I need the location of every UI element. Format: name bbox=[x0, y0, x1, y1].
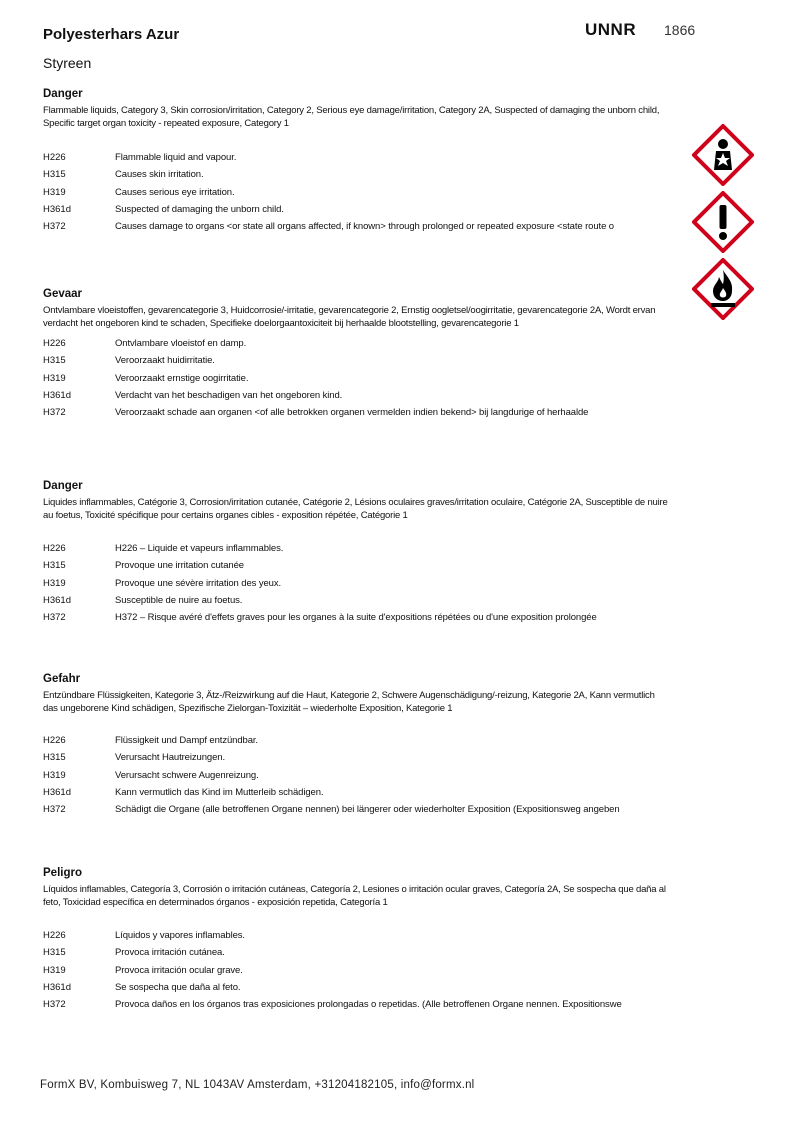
signal-word: Peligro bbox=[43, 867, 82, 879]
hazard-statement bbox=[43, 390, 668, 407]
footer-contact: FormX BV, Kombuisweg 7, NL 1043AV Amsterdam, +31204182105, info@formx.nl bbox=[40, 1079, 475, 1091]
h-text: Provoque une irritation cutanée bbox=[115, 560, 244, 572]
hazard-statement bbox=[43, 221, 668, 238]
flame-icon bbox=[692, 258, 754, 320]
h-code: H372 bbox=[43, 612, 66, 624]
h-code: H226 bbox=[43, 930, 66, 941]
h-code: H372 bbox=[43, 999, 66, 1011]
hazard-statement bbox=[43, 578, 668, 595]
h-text: Verdacht van het beschadigen van het ongeboren kind. bbox=[115, 389, 343, 401]
hazard-classification: Entzündbare Flüssigkeiten, Kategorie 3, Ätz-/Reizwirkung auf die Haut, Kategorie 2, Schwere Augenschädigung/-reizung, Kategorie 2A, Kann vermutlich das ungeborene Kind schädigen, Spezifische Zielorgan-Toxizität – wiederholte Exposition, Kategorie 1 bbox=[43, 690, 655, 714]
hazard-statement bbox=[43, 338, 668, 355]
hazard-statement bbox=[43, 999, 668, 1016]
h-text: Veroorzaakt schade aan organen <of alle betrokken organen vermelden indien bekend> bij langdurige of herhaalde bbox=[115, 407, 589, 419]
hazard-statements bbox=[43, 338, 668, 424]
substance-name: Styreen bbox=[43, 55, 92, 71]
h-text: Provoca daños en los órganos tras exposiciones prolongadas o repetidas. (Alle betroffenen Organe nennen. Expositionswe bbox=[115, 999, 622, 1011]
hazard-statements bbox=[43, 543, 668, 629]
h-code: H372 bbox=[43, 407, 66, 419]
h-text: Verursacht Hautreizungen. bbox=[115, 752, 225, 764]
h-code: H372 bbox=[43, 221, 66, 233]
hazard-statements bbox=[43, 152, 668, 238]
h-text: Flüssigkeit und Dampf entzündbar. bbox=[115, 735, 258, 746]
h-code: H315 bbox=[43, 560, 66, 572]
h-text: Causes damage to organs <or state all organs affected, if known> through prolonged or repeated exposure <state route o bbox=[115, 221, 614, 233]
hazard-statement bbox=[43, 355, 668, 372]
h-code: H315 bbox=[43, 355, 66, 367]
h-code: H361d bbox=[43, 594, 71, 606]
h-text: Veroorzaakt huidirritatie. bbox=[115, 355, 215, 367]
signal-word: Danger bbox=[43, 480, 83, 492]
hazard-statement bbox=[43, 787, 668, 804]
hazard-statement bbox=[43, 930, 668, 947]
h-code: H226 bbox=[43, 735, 66, 746]
h-text: Verursacht schwere Augenreizung. bbox=[115, 769, 259, 781]
h-code: H319 bbox=[43, 964, 66, 976]
unnr-label: UNNR bbox=[585, 20, 637, 39]
hazard-statement bbox=[43, 204, 668, 221]
h-text: Veroorzaakt ernstige oogirritatie. bbox=[115, 372, 249, 384]
hazard-pictograms bbox=[692, 124, 754, 325]
health-hazard-icon bbox=[692, 124, 754, 186]
h-code: H319 bbox=[43, 769, 66, 781]
h-text: Flammable liquid and vapour. bbox=[115, 152, 237, 163]
exclamation-icon bbox=[692, 191, 754, 253]
h-code: H319 bbox=[43, 577, 66, 589]
hazard-statement bbox=[43, 982, 668, 999]
h-code: H361d bbox=[43, 981, 71, 993]
h-text: Provoca irritación ocular grave. bbox=[115, 964, 243, 976]
h-code: H319 bbox=[43, 186, 66, 198]
hazard-classification: Flammable liquids, Category 3, Skin corrosion/irritation, Category 2, Serious eye damage/irritation, Category 2A, Suspected of damaging the unborn child, Specific target organ toxicity - repeated exposure, Category 1 bbox=[43, 105, 660, 129]
h-text: Ontvlambare vloeistof en damp. bbox=[115, 338, 247, 349]
hazard-statement bbox=[43, 373, 668, 390]
h-code: H361d bbox=[43, 786, 71, 798]
h-text: H226 – Liquide et vapeurs inflammables. bbox=[115, 543, 284, 554]
hazard-statement bbox=[43, 612, 668, 629]
hazard-section-de bbox=[43, 673, 668, 821]
hazard-statement bbox=[43, 152, 668, 169]
signal-word: Danger bbox=[43, 88, 83, 100]
h-text: Schädigt die Organe (alle betroffenen Organe nennen) bei längerer oder wiederholter Exposition (Expositionsweg angeben bbox=[115, 804, 620, 816]
hazard-statement bbox=[43, 407, 668, 424]
hazard-statement bbox=[43, 965, 668, 982]
hazard-statement bbox=[43, 595, 668, 612]
hazard-statement bbox=[43, 752, 668, 769]
h-text: Susceptible de nuire au foetus. bbox=[115, 594, 243, 606]
hazard-statements bbox=[43, 735, 668, 821]
h-text: Kann vermutlich das Kind im Mutterleib schädigen. bbox=[115, 786, 324, 798]
h-code: H361d bbox=[43, 203, 71, 215]
h-code: H315 bbox=[43, 947, 66, 959]
hazard-statement bbox=[43, 804, 668, 821]
hazard-section-nl bbox=[43, 288, 668, 424]
hazard-classification: Liquides inflammables, Catégorie 3, Corrosion/irritation cutanée, Catégorie 2, Lésions oculaires graves/irritation oculaire, Catégorie 2A, Susceptible de nuire au foetus, Toxicité spécifique pour certains organes cibles - exposition répétée, Catégorie 1 bbox=[43, 497, 668, 521]
hazard-section-es bbox=[43, 867, 668, 1016]
hazard-classification: Líquidos inflamables, Categoría 3, Corrosión o irritación cutáneas, Categoría 2, Lesiones o irritación ocular graves, Categoría 2A, Se sospecha que daña al feto, Toxicidad específica en determinados órganos - exposición repetida, Categoría 1 bbox=[43, 884, 666, 908]
hazard-statement bbox=[43, 543, 668, 560]
signal-word: Gefahr bbox=[43, 673, 81, 685]
h-text: Provoca irritación cutánea. bbox=[115, 947, 225, 959]
hazard-statement bbox=[43, 735, 668, 752]
unnr-number: 1866 bbox=[664, 22, 696, 38]
h-code: H361d bbox=[43, 389, 71, 401]
hazard-statement bbox=[43, 770, 668, 787]
h-code: H226 bbox=[43, 152, 66, 163]
h-text: Causes skin irritation. bbox=[115, 169, 204, 181]
hazard-statement bbox=[43, 169, 668, 186]
hazard-statement bbox=[43, 947, 668, 964]
h-text: Líquidos y vapores inflamables. bbox=[115, 930, 245, 941]
hazard-statements bbox=[43, 930, 668, 1016]
h-text: Se sospecha que daña al feto. bbox=[115, 981, 241, 993]
h-code: H315 bbox=[43, 752, 66, 764]
signal-word: Gevaar bbox=[43, 288, 83, 300]
h-text: Suspected of damaging the unborn child. bbox=[115, 203, 284, 215]
hazard-statement bbox=[43, 560, 668, 577]
h-code: H226 bbox=[43, 543, 66, 554]
h-code: H372 bbox=[43, 804, 66, 816]
hazard-section-en bbox=[43, 88, 668, 238]
h-text: H372 – Risque avéré d'effets graves pour les organes à la suite d'expositions répétées ou d'une exposition prolongée bbox=[115, 612, 597, 624]
hazard-classification: Ontvlambare vloeistoffen, gevarencategorie 3, Huidcorrosie/-irritatie, gevarencategorie 2, Ernstig oogletsel/oogirritatie, gevarencategorie 2A, Wordt ervan verdacht het ongeboren kind te schaden, Specifieke doelorgaantoxiciteit bij herhaalde blootstelling, gevarencategorie 1 bbox=[43, 305, 656, 329]
hazard-section-fr bbox=[43, 480, 668, 629]
h-text: Causes serious eye irritation. bbox=[115, 186, 235, 198]
h-code: H319 bbox=[43, 372, 66, 384]
product-name: Polyesterhars Azur bbox=[43, 26, 180, 43]
h-code: H226 bbox=[43, 338, 66, 349]
h-code: H315 bbox=[43, 169, 66, 181]
h-text: Provoque une sévère irritation des yeux. bbox=[115, 577, 282, 589]
hazard-statement bbox=[43, 187, 668, 204]
